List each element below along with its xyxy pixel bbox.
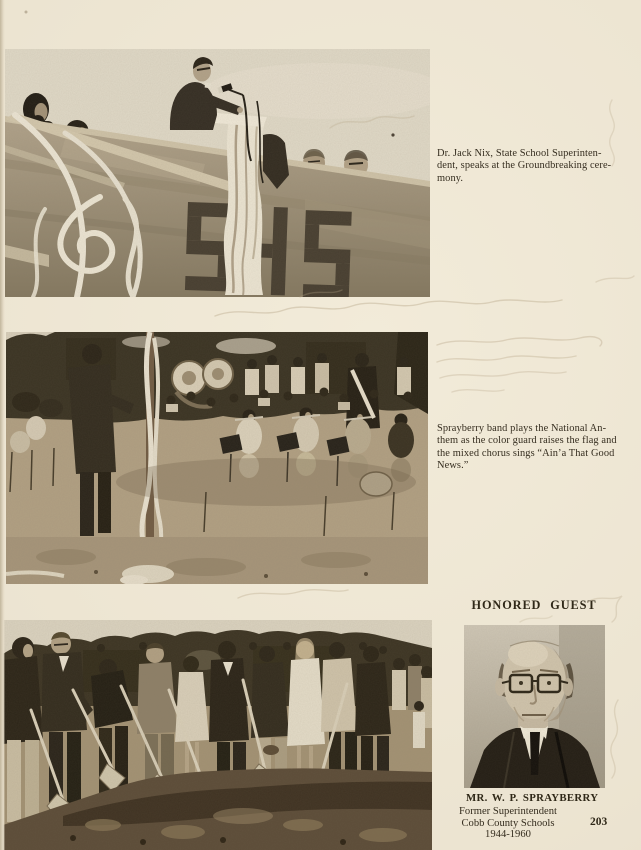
speech-photo-art: [5, 49, 430, 297]
band-photo-art: [6, 332, 428, 584]
book-spine-edge: [0, 0, 5, 850]
photo-groundbreaking-speech: [5, 49, 430, 297]
honored-guest-years: 1944-1960: [485, 829, 531, 841]
honored-guest-org: Cobb County Schools: [461, 817, 555, 829]
shoveling-photo-art: [3, 620, 432, 850]
caption-line: News.”: [437, 460, 469, 472]
portrait-art: [464, 625, 605, 788]
caption-band: [437, 423, 617, 473]
photo-band: [6, 332, 428, 584]
honored-guest-details: [438, 806, 578, 841]
page-number: 203: [590, 816, 608, 828]
caption-line: dent, speaks at the Groundbreaking cere-: [437, 160, 612, 172]
photo-grain: [5, 49, 430, 297]
caption-line: the mixed chorus sings “Ain’a That Good: [437, 447, 615, 459]
photo-grain: [3, 620, 432, 850]
caption-line: Dr. Jack Nix, State School Superinten-: [437, 148, 602, 159]
honored-guest-title: Former Superintendent: [459, 806, 557, 817]
honored-guest-heading: HONORED GUEST: [471, 598, 597, 612]
caption-line: mony.: [437, 172, 464, 184]
paper-speck: [25, 11, 28, 14]
photo-grain: [6, 332, 428, 584]
honored-guest-name: MR. W. P. SPRAYBERRY: [466, 792, 599, 804]
caption-line: them as the color guard raises the flag and: [437, 435, 617, 447]
caption-speech: [437, 148, 611, 185]
photo-portrait-sprayberry: [464, 625, 605, 788]
caption-line: Sprayberry band plays the National An-: [437, 423, 607, 434]
photo-grain: [464, 625, 605, 788]
photo-shoveling: [3, 620, 432, 850]
